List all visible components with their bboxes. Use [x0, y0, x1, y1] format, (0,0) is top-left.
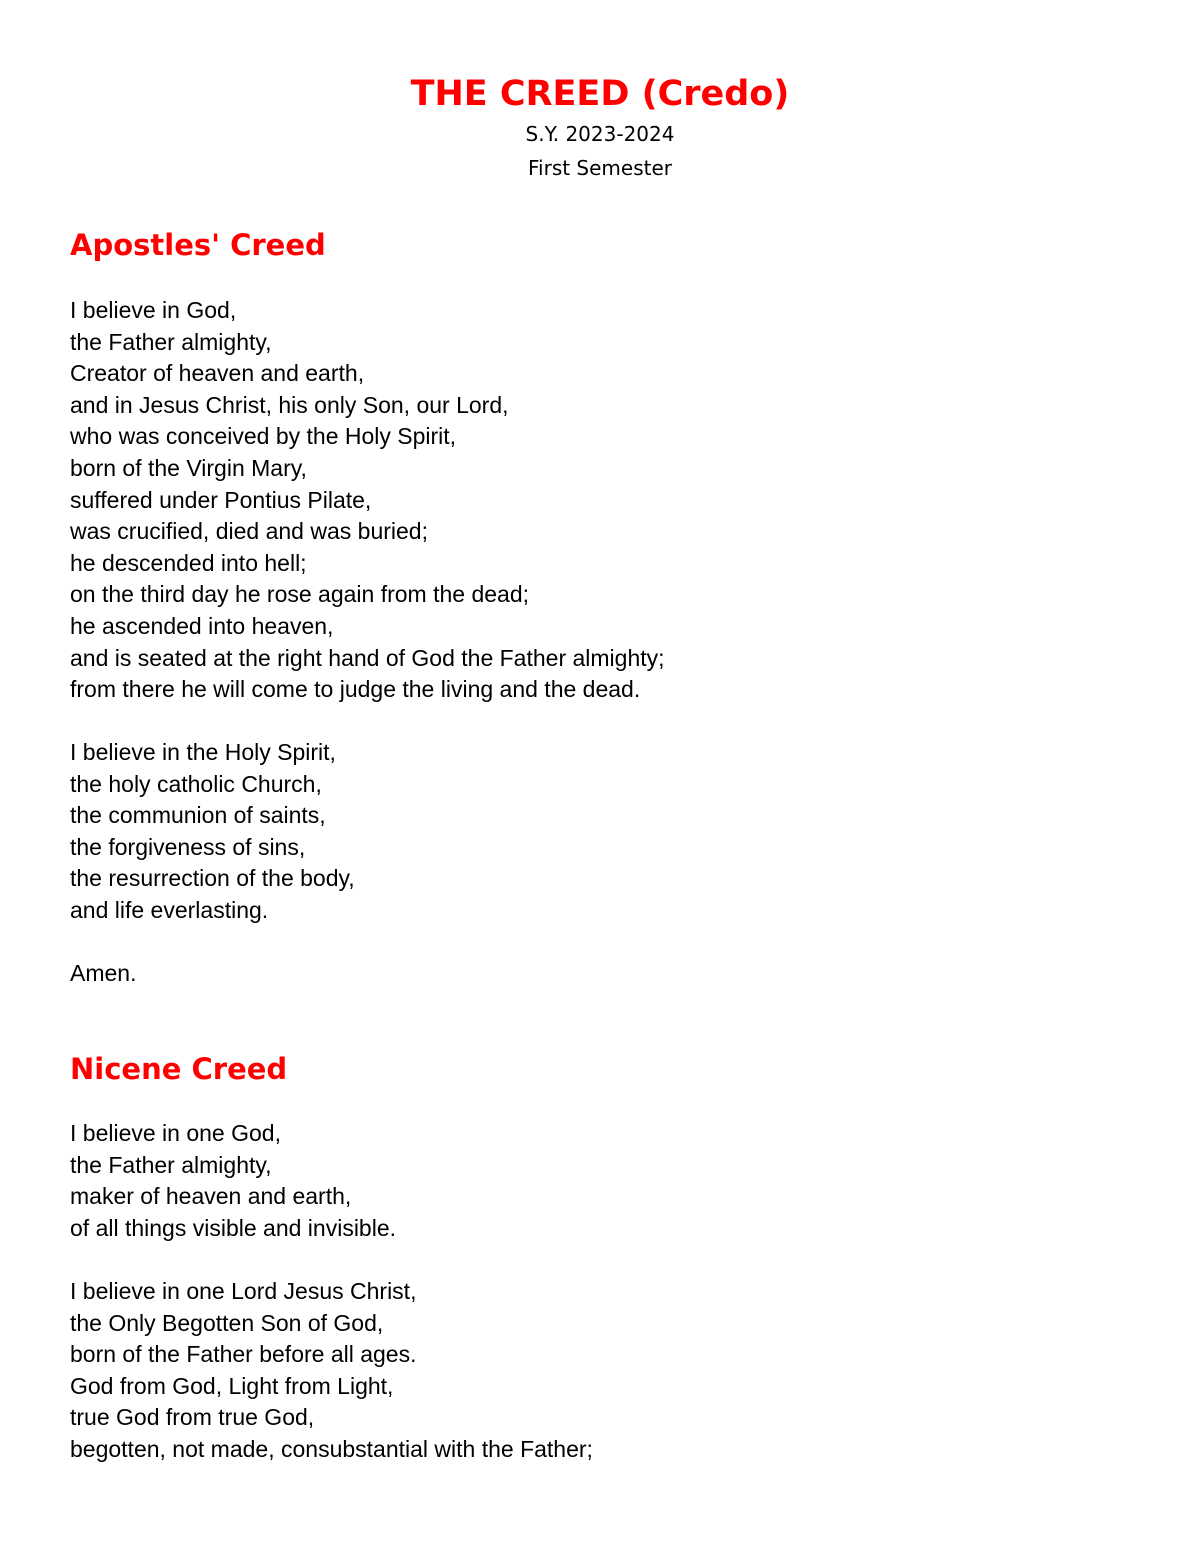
creed-line: he descended into hell; [70, 549, 307, 576]
creed-line: from there he will come to judge the living and the dead. [70, 676, 641, 703]
creed-line: born of the Father before all ages. [70, 1341, 417, 1368]
creed-line: he ascended into heaven, [70, 612, 334, 639]
creed-line: the Father almighty, [70, 328, 272, 355]
creed-line: the Only Begotten Son of God, [70, 1309, 384, 1336]
school-year: S.Y. 2023-2024 [525, 122, 675, 146]
document-title: THE CREED (Credo) [410, 74, 790, 114]
creed-line: maker of heaven and earth, [70, 1183, 352, 1210]
apostles-creed-heading: Apostles' Creed [70, 228, 326, 262]
creed-line: and in Jesus Christ, his only Son, our Lord, [70, 391, 509, 418]
creed-line: suffered under Pontius Pilate, [70, 486, 372, 513]
creed-line: I believe in one Lord Jesus Christ, [70, 1278, 417, 1304]
creed-line: Amen. [70, 960, 137, 986]
creed-line: I believe in the Holy Spirit, [70, 739, 336, 765]
creed-line: true God from true God, [70, 1404, 315, 1431]
creed-line: on the third day he rose again from the dead; [70, 581, 530, 608]
nicene-creed-heading: Nicene Creed [70, 1052, 288, 1086]
creed-line: I believe in one God, [70, 1120, 281, 1146]
creed-line: God from God, Light from Light, [70, 1372, 394, 1399]
creed-line: born of the Virgin Mary, [70, 454, 307, 481]
creed-line: and is seated at the right hand of God the Father almighty; [70, 644, 665, 671]
creed-line: who was conceived by the Holy Spirit, [70, 423, 457, 450]
creed-line: I believe in God, [70, 297, 237, 323]
apostles-stanza-3 [70, 958, 136, 990]
creed-line: the Father almighty, [70, 1151, 272, 1178]
nicene-stanza-2 [70, 1276, 593, 1466]
creed-line: the communion of saints, [70, 802, 326, 829]
creed-line: was crucified, died and was buried; [70, 518, 428, 545]
creed-line: Creator of heaven and earth, [70, 360, 365, 387]
apostles-stanza-1 [70, 295, 665, 706]
creed-line: of all things visible and invisible. [70, 1214, 397, 1241]
apostles-stanza-2 [70, 737, 355, 927]
semester: First Semester [527, 156, 673, 180]
creed-line: and life everlasting. [70, 896, 269, 923]
creed-line: begotten, not made, consubstantial with the Father; [70, 1435, 593, 1462]
creed-line: the holy catholic Church, [70, 770, 322, 797]
creed-line: the forgiveness of sins, [70, 833, 306, 860]
creed-line: the resurrection of the body, [70, 865, 355, 892]
nicene-stanza-1 [70, 1118, 396, 1244]
